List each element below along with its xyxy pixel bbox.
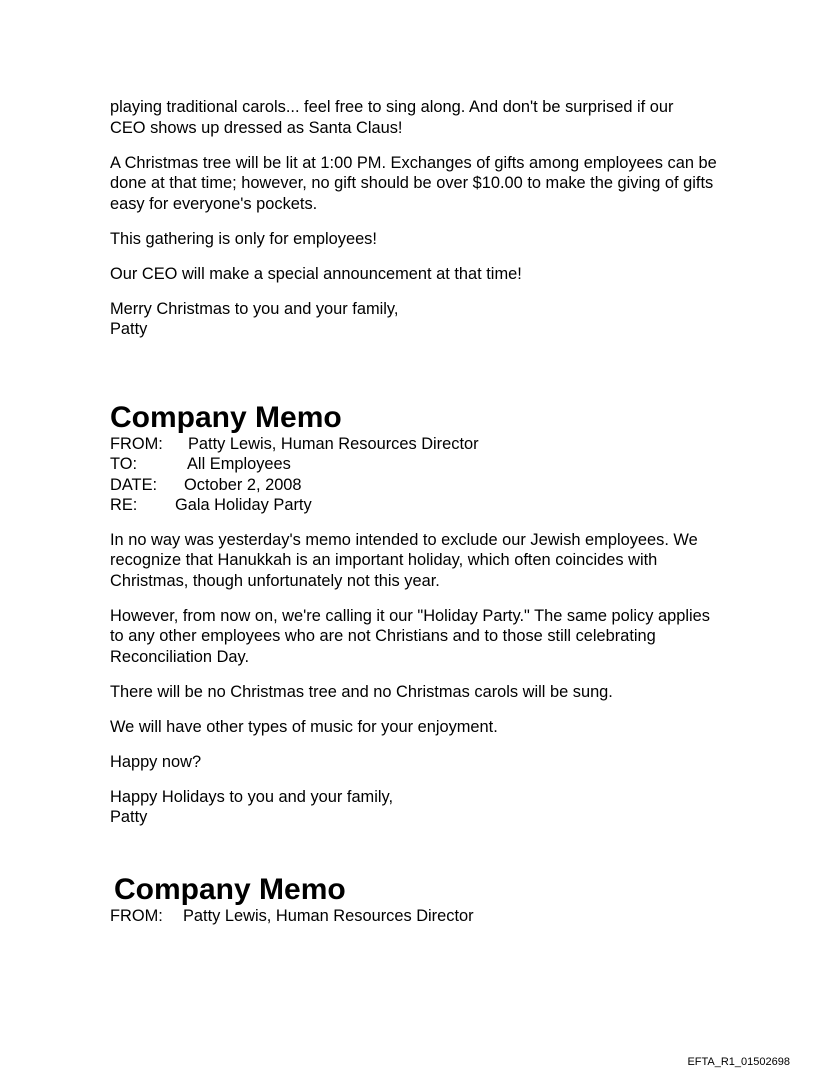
memo2-title: Company Memo bbox=[110, 400, 342, 434]
memo2-to-value: All Employees bbox=[187, 455, 291, 473]
memo2-paragraph-5: Happy now? bbox=[110, 752, 202, 771]
memo2-from-row bbox=[110, 434, 730, 455]
memo1-paragraph-4: Our CEO will make a special announcement at that time! bbox=[110, 264, 522, 283]
memo1-paragraph-1: playing traditional carols... feel free to sing along. And don't be surprised if our CEO shows up dressed as Santa Claus! bbox=[110, 98, 674, 137]
memo2-date-label: DATE: bbox=[110, 475, 158, 494]
document-id: EFTA_R1_01502698 bbox=[687, 1056, 790, 1068]
memo2-signature: Patty bbox=[110, 808, 148, 826]
memo2-date-row bbox=[110, 475, 730, 496]
memo3-title: Company Memo bbox=[114, 872, 346, 906]
memo1-paragraph-2: A Christmas tree will be lit at 1:00 PM. Exchanges of gifts among employees can be done at that time; however, no gift should be over $10.00 to make the giving of gifts easy for everyone's pockets. bbox=[110, 153, 717, 213]
memo2-date-value: October 2, 2008 bbox=[184, 475, 302, 494]
memo1-signature: Patty bbox=[110, 320, 148, 338]
memo2-paragraph-2: However, from now on, we're calling it our "Holiday Party." The same policy applies to any other employees who are not Christians and to those still celebrating Reconciliation Day. bbox=[110, 606, 710, 666]
memo2-closing: Happy Holidays to you and your family, bbox=[110, 787, 394, 806]
memo2-paragraph-1: In no way was yesterday's memo intended to exclude our Jewish employees. We recognize that Hanukkah is an important holiday, which often coincides with Christmas, though unfortunately not this year. bbox=[110, 530, 698, 590]
document-page bbox=[110, 97, 730, 926]
memo2-re-value: Gala Holiday Party bbox=[175, 496, 312, 514]
memo2-re-label: RE: bbox=[110, 496, 138, 514]
memo2-from-label: FROM: bbox=[110, 434, 163, 453]
memo2-header bbox=[110, 434, 730, 516]
memo2-from-value: Patty Lewis, Human Resources Director bbox=[188, 434, 479, 453]
memo2-re-row bbox=[110, 495, 730, 516]
memo2-to-label: TO: bbox=[110, 455, 138, 473]
memo2-to-row bbox=[110, 454, 730, 475]
memo1-closing: Merry Christmas to you and your family, bbox=[110, 299, 399, 318]
memo1-paragraph-3: This gathering is only for employees! bbox=[110, 229, 377, 248]
memo3-from-label: FROM: bbox=[110, 906, 163, 925]
memo3-from-value: Patty Lewis, Human Resources Director bbox=[183, 906, 474, 925]
memo3-from-row bbox=[110, 906, 730, 927]
memo2-paragraph-4: We will have other types of music for your enjoyment. bbox=[110, 717, 498, 736]
memo2-paragraph-3: There will be no Christmas tree and no Christmas carols will be sung. bbox=[110, 682, 613, 701]
